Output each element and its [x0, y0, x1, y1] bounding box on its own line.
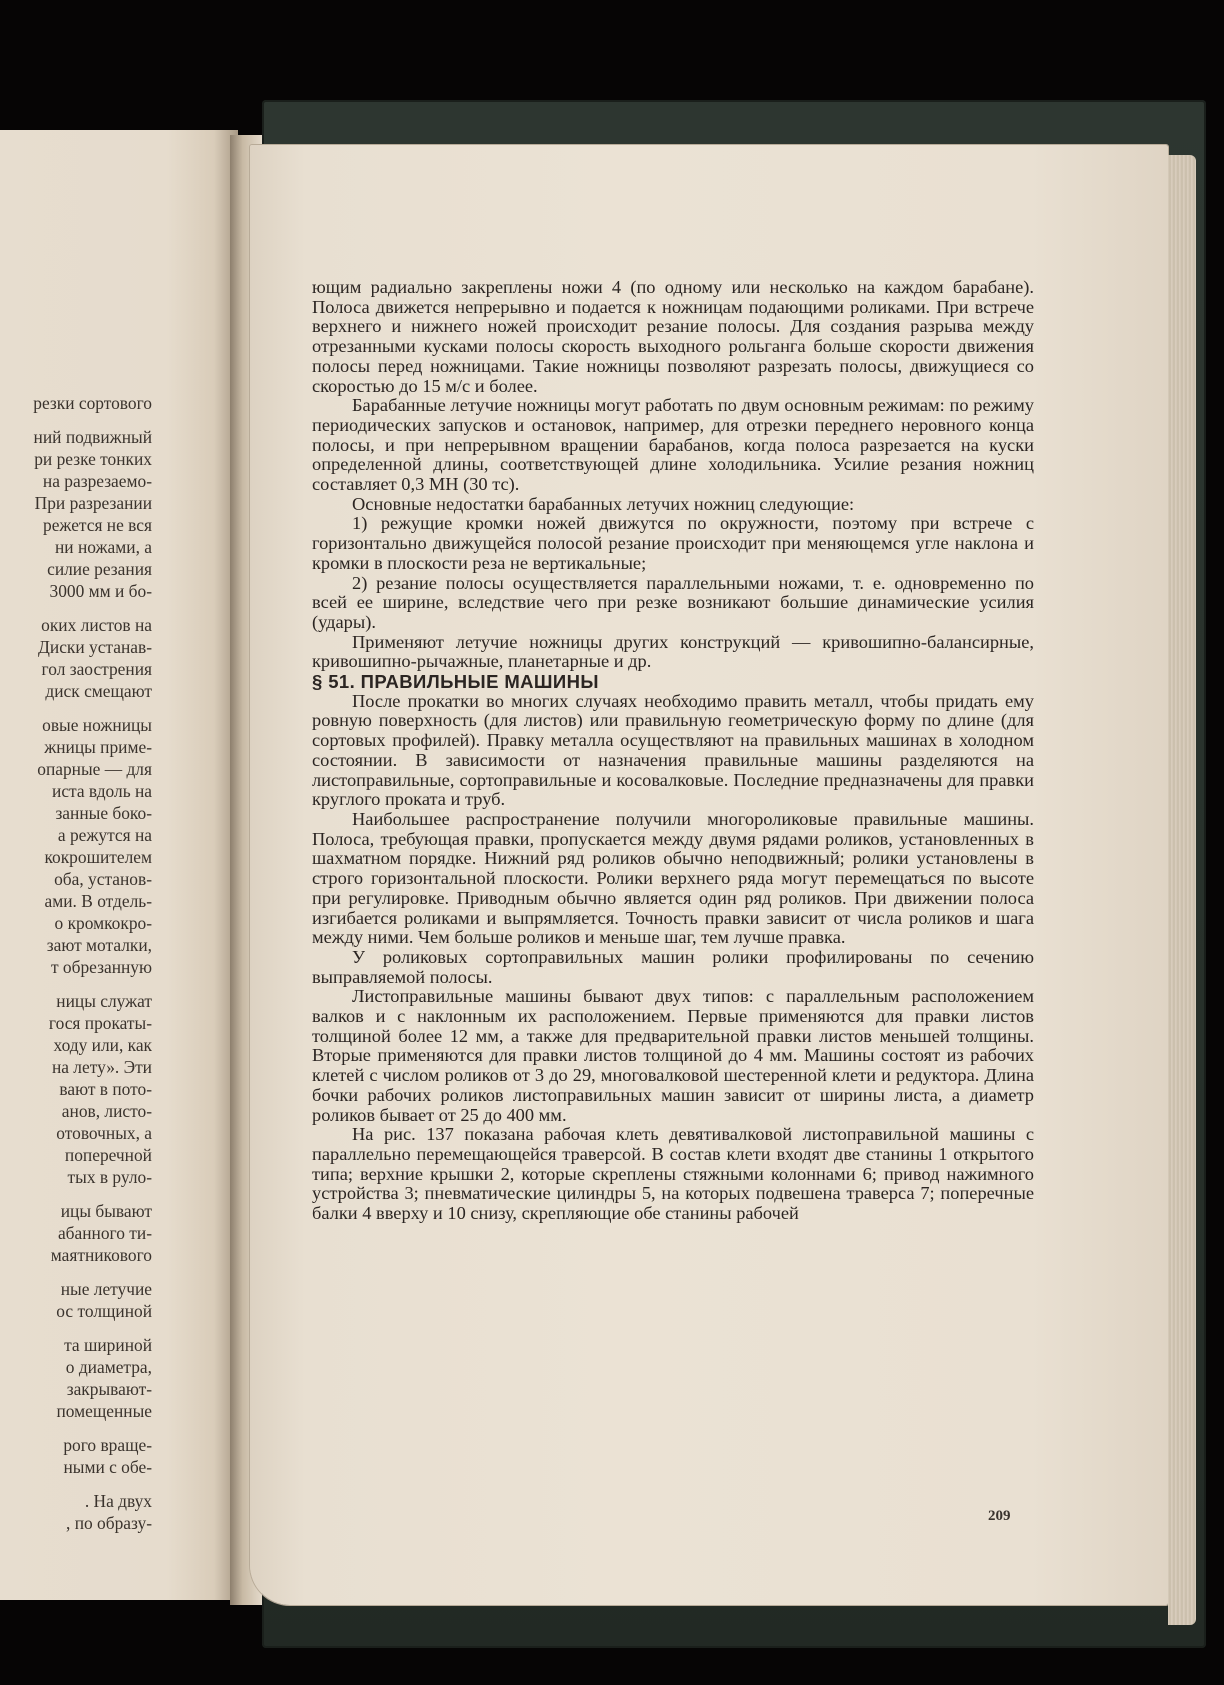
paragraph: ющим радиально закреплены ножи 4 (по одному или несколько на каждом барабане). Полоса движется непрерывно и подается к ножницам подающими роликами. При встрече верхнего и нижнего ножей происходит резание полосы. Для создания разрыва между отрезанными кусками полосы скорость выходного рольганга больше скорости движения полосы перед ножницами. Такие ножницы позволяют разрезать полосы, движущиеся со скоростью до 15 м/с и более. — [312, 277, 1034, 396]
left-page-line: анов, листо- — [61, 1101, 152, 1121]
left-page-line: кокрошителем — [44, 847, 152, 867]
left-page-line: иста вдоль на — [52, 781, 152, 801]
left-page-line: на лету». Эти — [51, 1057, 152, 1077]
left-page-line: о диаметра, — [65, 1357, 152, 1377]
left-page-text-fragments — [0, 392, 152, 1546]
page-edges — [1168, 155, 1196, 1625]
left-page-line: ницы служат — [56, 991, 152, 1011]
left-page-line: ходу или, как — [53, 1035, 152, 1055]
left-page-line: ни ножами, а — [55, 537, 152, 557]
page-number: 209 — [988, 1508, 1011, 1524]
left-page-line: Диски устанав- — [38, 637, 152, 657]
left-page-line: т обрезанную — [50, 957, 152, 977]
left-page-line: гол заострения — [41, 659, 152, 679]
list-item: 2) резание полосы осуществляется параллельными ножами, т. е. одновременно по всей ее ширине, вследствие чего при резке возникают большие динамические усилия (удары). — [312, 572, 1034, 632]
paragraph: После прокатки во многих случаях необходимо править металл, чтобы придать ему ровную поверхность (для листов) или правильную геометрическую форму по длине (для сортовых профилей). Правку металла осуществляют на правильных машинах в холодном состоянии. В зависимости от назначения правильные машины разделяются на листоправильные, сортоправильные и косовалковые. Последние предназначены для правки круглого проката и труб. — [312, 690, 1034, 810]
left-page-gap — [0, 1322, 152, 1334]
paragraph: Основные недостатки барабанных летучих ножниц следующие: — [352, 493, 855, 514]
left-page-line: а режутся на — [57, 825, 152, 845]
left-page-line: рого враще- — [63, 1435, 152, 1455]
page-body — [312, 278, 1034, 1224]
left-page-line: та шириной — [64, 1335, 152, 1355]
left-page-line: тых в руло- — [67, 1167, 152, 1187]
left-page-line: 3000 мм и бо- — [49, 581, 152, 601]
left-page-line: силие резания — [47, 559, 152, 579]
paragraph: На рис. 137 показана рабочая клеть девятивалковой листоправильной машины с параллельно перемещающейся траверсой. В состав клети входят две станины 1 открытого типа; верхние крышки 2, которые скреплены стяжными колоннами 6; привод нажимного устройства 3; пневматические цилиндры 5, на которых подвешена траверса 7; поперечные балки 4 вверху и 10 снизу, скрепляющие обе станины рабочей — [312, 1124, 1034, 1224]
left-page-line: резки сортового — [33, 393, 152, 413]
left-page-gap — [0, 1478, 152, 1490]
left-page-line: . На двух — [84, 1491, 152, 1511]
left-page-line: ные летучие — [60, 1279, 152, 1299]
left-page-gap — [0, 602, 152, 614]
left-page-gap — [0, 1534, 152, 1546]
left-page-line: маятникового — [50, 1245, 152, 1265]
section-heading: § 51. ПРАВИЛЬНЫЕ МАШИНЫ — [312, 671, 599, 693]
left-page-gap — [0, 1188, 152, 1200]
left-page-line: При разрезании — [34, 493, 152, 513]
paragraph: У роликовых сортоправильных машин ролики профилированы по сечению выправляемой полосы. — [312, 946, 1034, 987]
paragraph: Листоправильные машины бывают двух типов: с параллельным расположением валков и с наклонным их расположением. Первые применяются для правки листов толщиной более 12 мм, а также для предварительной правки листов меньшей толщины. Вторые применяются для правки листов толщиной до 4 мм. Машины состоят из рабочих клетей с числом роликов от 3 до 29, многовалковой шестеренной клети и редуктора. Длина бочки рабочих роликов листоправильных машин зависит от ширины листа, а диаметр роликов бывает от 25 до 400 мм. — [312, 986, 1034, 1125]
paragraph: Барабанные летучие ножницы могут работать по двум основным режимам: по режиму периодических запусков и остановок, например, для отрезки переднего неровного конца полосы, и при непрерывном вращении барабанов, когда полоса разрезается на куски определенной длины, соответствующей длине холодильника. Усилие резания ножниц составляет 0,3 МН (30 тс). — [312, 395, 1034, 495]
left-page-line: гося прокаты- — [48, 1013, 152, 1033]
left-page-gap — [0, 1266, 152, 1278]
list-item: 1) режущие кромки ножей движутся по окружности, поэтому при встрече с горизонтально движущейся полосой резание происходит при меняющемся угле наклона и кромки в плоскости реза не вертикальные; — [312, 513, 1034, 573]
left-page-gap — [0, 414, 152, 426]
left-page-line: ами. В отдель- — [44, 891, 152, 911]
left-page-line: зают моталки, — [46, 935, 152, 955]
left-page-gap — [0, 1422, 152, 1434]
left-page-line: овые ножницы — [42, 715, 152, 735]
left-page-gap — [0, 702, 152, 714]
left-page-line: жницы приме- — [44, 737, 152, 757]
left-page — [0, 130, 238, 1600]
left-page-line: о кромкокро- — [54, 913, 152, 933]
left-page-line: отовочных, а — [56, 1123, 152, 1143]
left-page-line: занные боко- — [55, 803, 152, 823]
paragraph: Наибольшее распространение получили многороликовые правильные машины. Полоса, требующая правки, пропускается между двумя рядами роликов, установленных в шахматном порядке. Нижний ряд роликов обычно неподвижный; ролики установлены в строго горизонтальной плоскости. Ролики верхнего ряда могут перемещаться по высоте при регулировке. Приводным обычно является один ряд роликов. При движении полоса изгибается роликами и выпрямляется. Точность правки зависит от числа роликов и шага между ними. Чем больше роликов и меньше шаг, тем лучше правка. — [312, 808, 1034, 948]
left-page-line: ри резке тонких — [34, 449, 152, 469]
paragraph: Применяют летучие ножницы других конструкций — кривошипно-балансирные, кривошипно-рычажные, планетарные и др. — [312, 631, 1034, 672]
left-page-line: ний подвижный — [33, 427, 152, 447]
left-page-line: оба, установ- — [54, 869, 152, 889]
left-page-line: вают в пото- — [59, 1079, 152, 1099]
left-page-line: помещенные — [56, 1401, 152, 1421]
left-page-line: ос толщиной — [56, 1301, 152, 1321]
left-page-line: ицы бывают — [60, 1201, 152, 1221]
left-page-line: абанного ти- — [57, 1223, 152, 1243]
left-page-gap — [0, 978, 152, 990]
left-page-line: ными с обе- — [63, 1457, 152, 1477]
left-page-line: диск смещают — [45, 681, 152, 701]
left-page-line: , по образу- — [66, 1513, 152, 1533]
left-page-line: опарные — для — [37, 759, 152, 779]
left-page-line: поперечной — [64, 1145, 152, 1165]
left-page-line: оких листов на — [41, 615, 152, 635]
left-page-line: режется не вся — [43, 515, 152, 535]
left-page-line: закрывают- — [66, 1379, 152, 1399]
left-page-line: на разрезаемо- — [42, 471, 152, 491]
